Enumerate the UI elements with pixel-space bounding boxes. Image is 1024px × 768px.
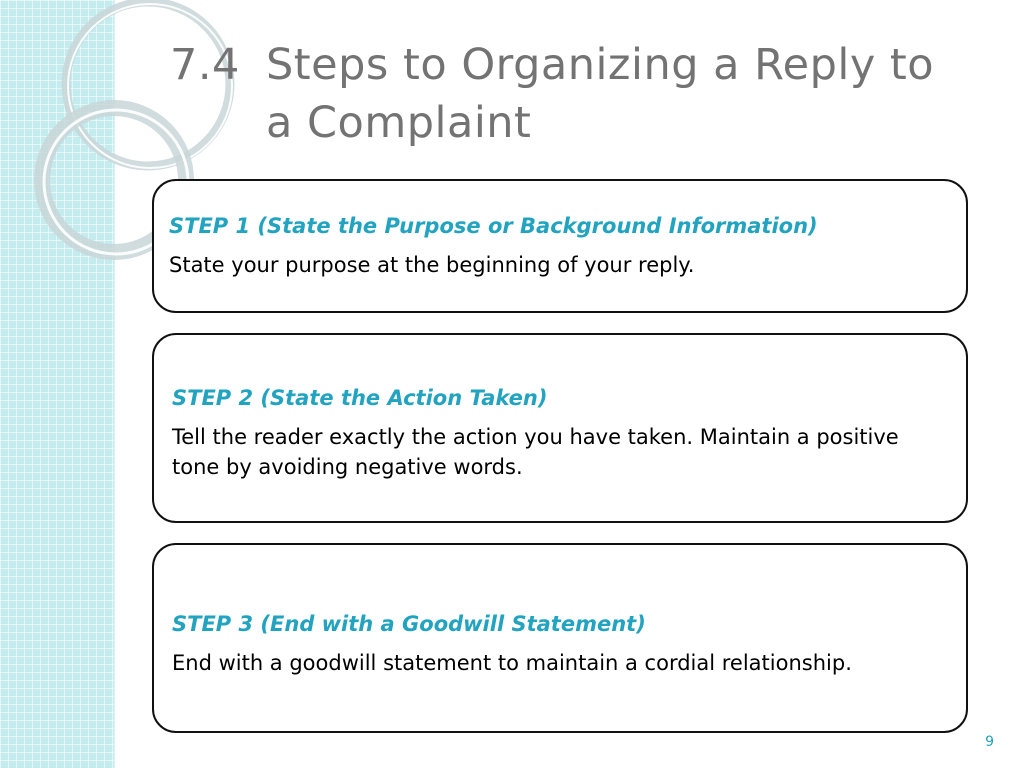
title-line-1: Steps to Organizing a Reply to <box>266 40 935 90</box>
slide-title <box>170 36 990 152</box>
step-2-heading: STEP 2 (State the Action Taken) <box>172 386 548 410</box>
step-3-heading: STEP 3 (End with a Goodwill Statement) <box>172 612 646 636</box>
title-line-2: a Complaint <box>266 98 532 148</box>
step-1-heading: STEP 1 (State the Purpose or Background Information) <box>169 214 818 238</box>
step-3-text: End with a goodwill statement to maintain a cordial relationship. <box>172 651 852 675</box>
step-2-text: Tell the reader exactly the action you have taken. Maintain a positive tone by avoiding negative words. <box>172 425 899 479</box>
step-2-box <box>152 333 968 523</box>
page-number: 9 <box>985 734 994 750</box>
title-number: 7.4 <box>170 40 240 90</box>
step-1-box <box>152 179 968 313</box>
decorative-side-strip <box>0 0 115 768</box>
step-3-box <box>152 543 968 733</box>
step-1-text: State your purpose at the beginning of your reply. <box>169 253 695 277</box>
